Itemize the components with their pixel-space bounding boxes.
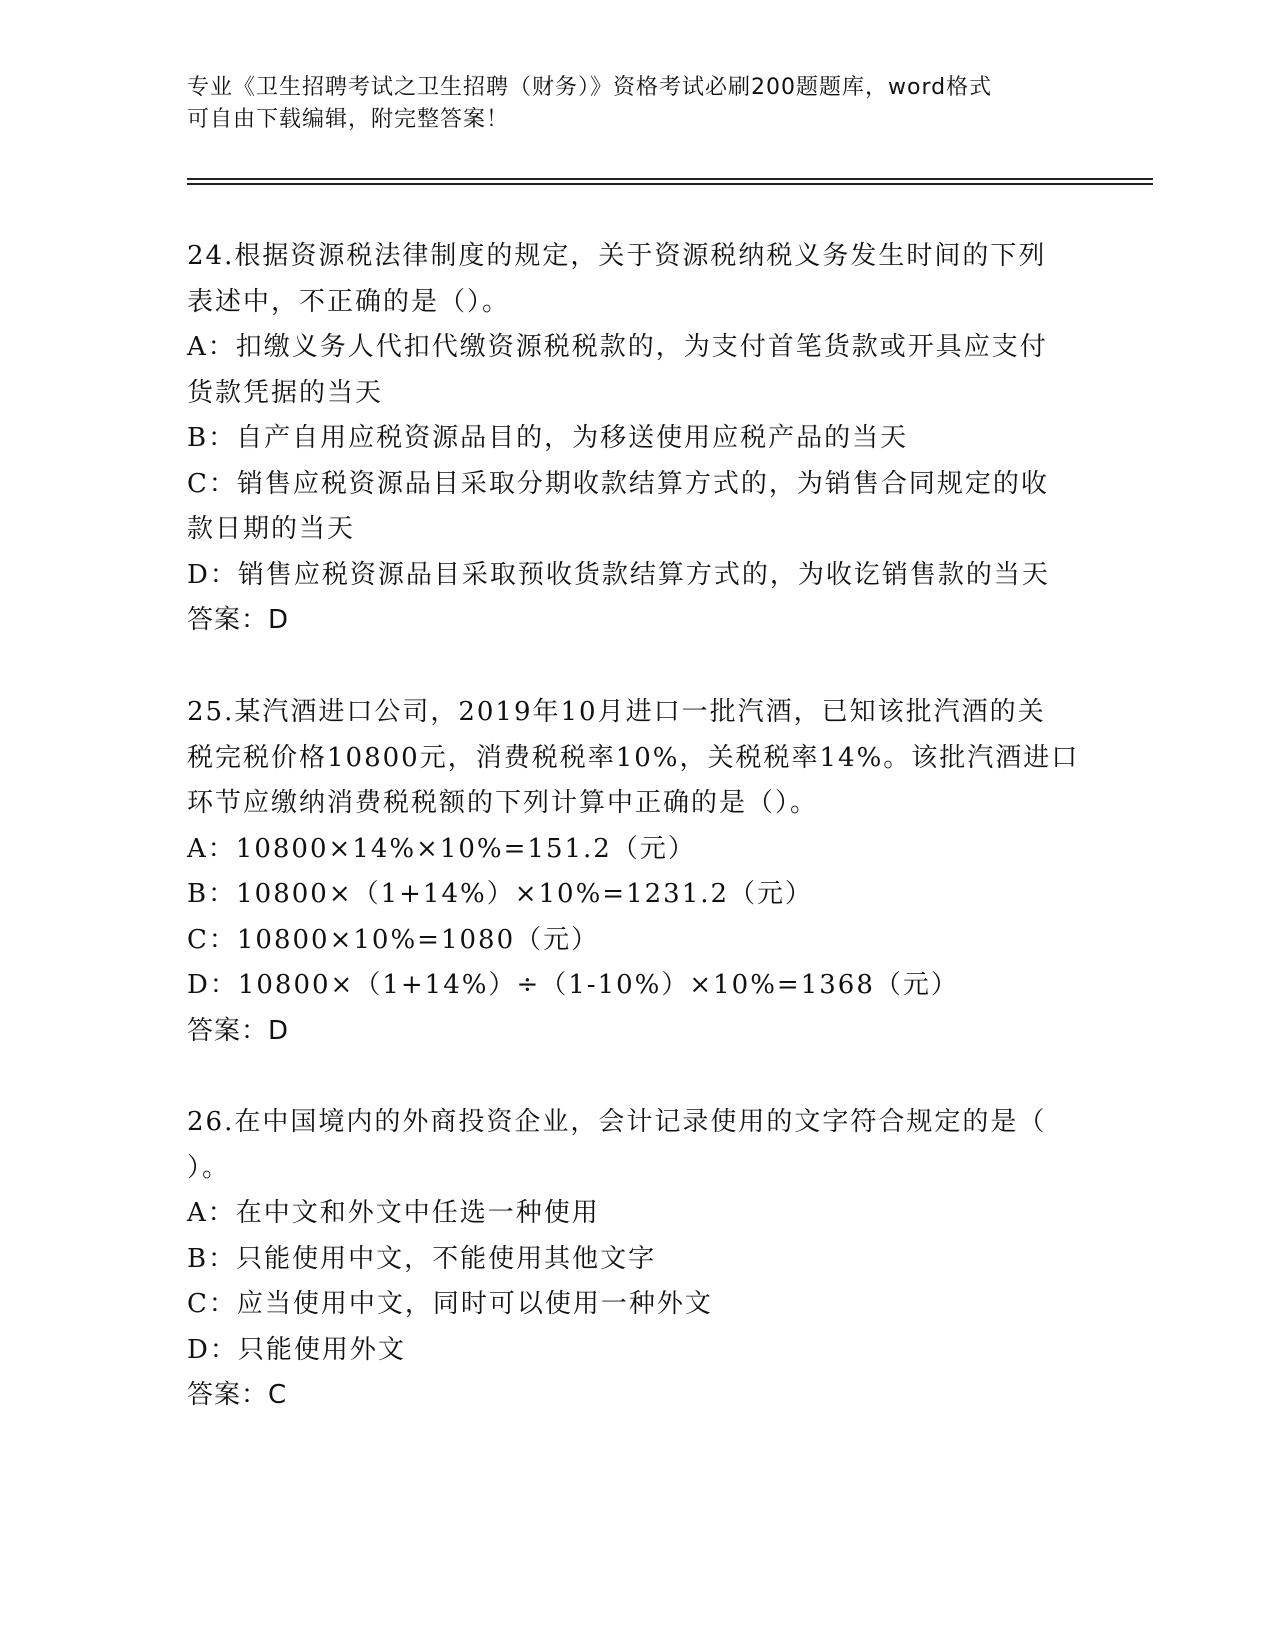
question-25-option-c: C：10800×10%=1080（元） bbox=[187, 924, 600, 955]
question-26-option-a: A：在中文和外文中任选一种使用 bbox=[187, 1198, 600, 1228]
question-26-stem-line-1: 26.在中国境内的外商投资企业，会计记录使用的文字符合规定的是（ bbox=[187, 1107, 1047, 1137]
question-25-option-d: D：10800×（1+14%）÷（1-10%）×10%=1368（元） bbox=[187, 970, 959, 1000]
question-24-option-b: B：自产自用应税资源品目的，为移送使用应税产品的当天 bbox=[187, 423, 909, 453]
header-title-line-1: 专业《卫生招聘考试之卫生招聘（财务）》资格考试必刷200题题库，word格式 bbox=[187, 75, 993, 100]
document-header bbox=[187, 72, 1067, 136]
question-25-answer: 答案：D bbox=[187, 1015, 290, 1046]
header-divider-top bbox=[187, 178, 1153, 180]
question-24-stem-line-1: 24.根据资源税法律制度的规定，关于资源税纳税义务发生时间的下列 bbox=[187, 241, 1047, 271]
question-24 bbox=[187, 234, 1077, 644]
question-24-option-d: D：销售应税资源品目采取预收货款结算方式的，为收讫销售款的当天 bbox=[187, 559, 1050, 590]
header-divider-bottom bbox=[187, 183, 1153, 185]
question-25-stem-line-2: 税完税价格10800元，消费税税率10%，关税税率14%。该批汽酒进口 bbox=[187, 742, 1080, 773]
question-26 bbox=[187, 1100, 1077, 1419]
question-26-option-b: B：只能使用中文，不能使用其他文字 bbox=[187, 1243, 657, 1274]
question-25-stem-line-1: 25.某汽酒进口公司，2019年10月进口一批汽酒，已知该批汽酒的关 bbox=[187, 697, 1046, 727]
question-26-stem-line-2: ）。 bbox=[187, 1152, 231, 1183]
question-24-option-a-line-2: 货款凭据的当天 bbox=[187, 377, 384, 408]
question-25-stem-line-3: 环节应缴纳消费税税额的下列计算中正确的是（）。 bbox=[187, 788, 819, 818]
question-25-option-b: B：10800×（1+14%）×10%=1231.2（元） bbox=[187, 879, 814, 909]
question-25 bbox=[187, 690, 1080, 1054]
question-24-option-c-line-2: 款日期的当天 bbox=[187, 514, 356, 544]
question-24-stem-line-2: 表述中，不正确的是（）。 bbox=[187, 286, 511, 317]
question-24-option-c-line-1: C：销售应税资源品目采取分期收款结算方式的，为销售合同规定的收 bbox=[187, 468, 1049, 499]
question-26-option-c: C：应当使用中文，同时可以使用一种外文 bbox=[187, 1289, 713, 1319]
question-24-answer: 答案：D bbox=[187, 605, 290, 635]
question-26-answer: 答案：C bbox=[187, 1380, 288, 1410]
header-title-line-2: 可自由下载编辑，附完整答案！ bbox=[187, 107, 510, 132]
question-24-option-a-line-1: A：扣缴义务人代扣代缴资源税税款的，为支付首笔货款或开具应支付 bbox=[187, 332, 1048, 362]
question-25-option-a: A：10800×14%×10%=151.2（元） bbox=[187, 833, 696, 864]
question-26-option-d: D：只能使用外文 bbox=[187, 1334, 406, 1365]
